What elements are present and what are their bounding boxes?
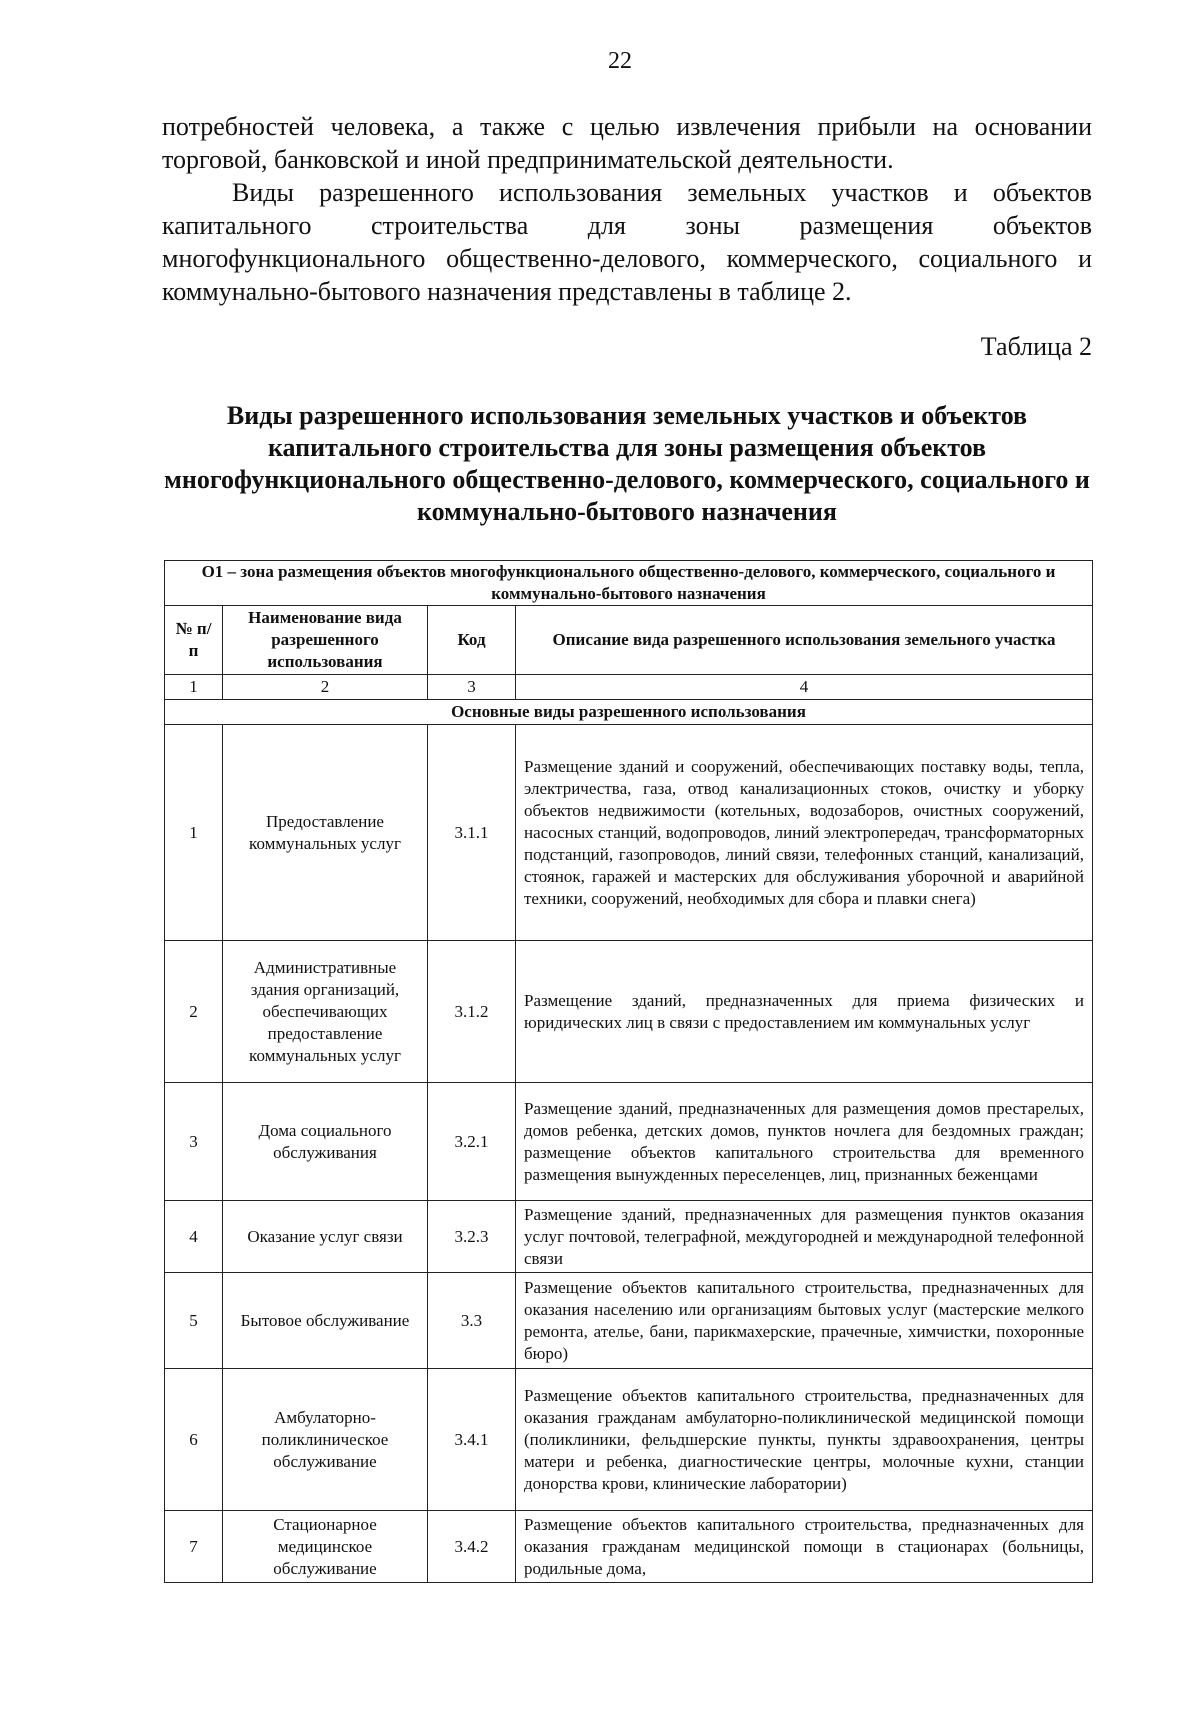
row-name: Бытовое обслуживание <box>223 1273 428 1369</box>
section-title: Основные виды разрешенного использования <box>165 700 1093 725</box>
col-header-code: Код <box>428 606 516 675</box>
row-name: Стационарное медицинское обслуживание <box>223 1511 428 1583</box>
table-row <box>165 1273 1093 1369</box>
row-description: Размещение объектов капитального строительства, предназначенных для оказания населению или организациям бытовых услуг (мастерские мелкого ремонта, ателье, бани, парикмахерские, прачечные, химчистки, похоронные бюро) <box>516 1273 1093 1369</box>
col-index: 1 <box>165 675 223 700</box>
table-title: Виды разрешенного использования земельных участков и объектов капитального строительства для зоны размещения объектов многофункционального общественно-делового, коммерческого, социального и коммунально-бытового назначения <box>164 401 1090 526</box>
row-number: 5 <box>165 1273 223 1369</box>
zone-header: О1 – зона размещения объектов многофункционального общественно-делового, коммерческого, социального и коммунально-бытового назначения <box>165 561 1093 606</box>
table-row <box>165 1083 1093 1201</box>
row-description: Размещение зданий, предназначенных для размещения пунктов оказания услуг почтовой, телеграфной, междугородней и международной телефонной связи <box>516 1201 1093 1273</box>
row-name: Административные здания организаций, обеспечивающих предоставление коммунальных услуг <box>223 941 428 1083</box>
row-code: 3.4.2 <box>428 1511 516 1583</box>
row-name: Амбулаторно-поликлиническое обслуживание <box>223 1369 428 1511</box>
row-code: 3.1.2 <box>428 941 516 1083</box>
table-label: Таблица 2 <box>980 332 1092 361</box>
row-description: Размещение зданий, предназначенных для размещения домов престарелых, домов ребенка, детских домов, пунктов ночлега для бездомных граждан; размещение объектов капитального строительства для временного размещения вынужденных переселенцев, лиц, признанных беженцами <box>516 1083 1093 1201</box>
row-name: Оказание услуг связи <box>223 1201 428 1273</box>
table-row <box>165 941 1093 1083</box>
section-row <box>165 700 1093 725</box>
land-use-table <box>164 560 1093 1583</box>
col-index: 4 <box>516 675 1093 700</box>
row-code: 3.4.1 <box>428 1369 516 1511</box>
row-description: Размещение объектов капитального строительства, предназначенных для оказания гражданам амбулаторно-поликлинической медицинской помощи (поликлиники, фельдшерские пункты, пункты здравоохранения, центры матери и ребенка, диагностические центры, молочные кухни, станции донорства крови, клинические лаборатории) <box>516 1369 1093 1511</box>
row-code: 3.2.1 <box>428 1083 516 1201</box>
row-description: Размещение зданий и сооружений, обеспечивающих поставку воды, тепла, электричества, газа, отвод канализационных стоков, очистку и уборку объектов недвижимости (котельных, водозаборов, очистных сооружений, насосных станций, водопроводов, линий электропередач, трансформаторных подстанций, газопроводов, линий связи, телефонных станций, канализаций, стоянок, гаражей и мастерских для обслуживания уборочной и аварийной техники, сооружений, необходимых для сбора и плавки снега) <box>516 725 1093 941</box>
column-index-row <box>165 675 1093 700</box>
row-number: 3 <box>165 1083 223 1201</box>
page-number: 22 <box>608 48 632 74</box>
col-index: 3 <box>428 675 516 700</box>
intro-text <box>162 110 1092 308</box>
row-name: Дома социального обслуживания <box>223 1083 428 1201</box>
row-number: 7 <box>165 1511 223 1583</box>
row-description: Размещение зданий, предназначенных для приема физических и юридических лиц в связи с предоставлением им коммунальных услуг <box>516 941 1093 1083</box>
row-code: 3.3 <box>428 1273 516 1369</box>
table-row <box>165 1201 1093 1273</box>
col-header-name: Наименование вида разрешенного использования <box>223 606 428 675</box>
row-code: 3.2.3 <box>428 1201 516 1273</box>
col-index: 2 <box>223 675 428 700</box>
row-number: 2 <box>165 941 223 1083</box>
column-header-row <box>165 606 1093 675</box>
intro-paragraph-1: потребностей человека, а также с целью извлечения прибыли на основании торговой, банковской и иной предпринимательской деятельности. <box>162 112 1092 174</box>
row-description: Размещение объектов капитального строительства, предназначенных для оказания гражданам медицинской помощи в стационарах (больницы, родильные дома, <box>516 1511 1093 1583</box>
row-code: 3.1.1 <box>428 725 516 941</box>
table-row <box>165 1369 1093 1511</box>
row-number: 1 <box>165 725 223 941</box>
row-number: 6 <box>165 1369 223 1511</box>
table-row <box>165 725 1093 941</box>
col-header-num: № п/п <box>165 606 223 675</box>
intro-paragraph-2: Виды разрешенного использования земельных участков и объектов капитального строительства для зоны размещения объектов многофункционального общественно-делового, коммерческого, социального и коммунально-бытового назначения представлены в таблице 2. <box>162 178 1092 306</box>
table-row <box>165 1511 1093 1583</box>
zone-header-row <box>165 561 1093 606</box>
col-header-desc: Описание вида разрешенного использования земельного участка <box>516 606 1093 675</box>
row-number: 4 <box>165 1201 223 1273</box>
row-name: Предоставление коммунальных услуг <box>223 725 428 941</box>
